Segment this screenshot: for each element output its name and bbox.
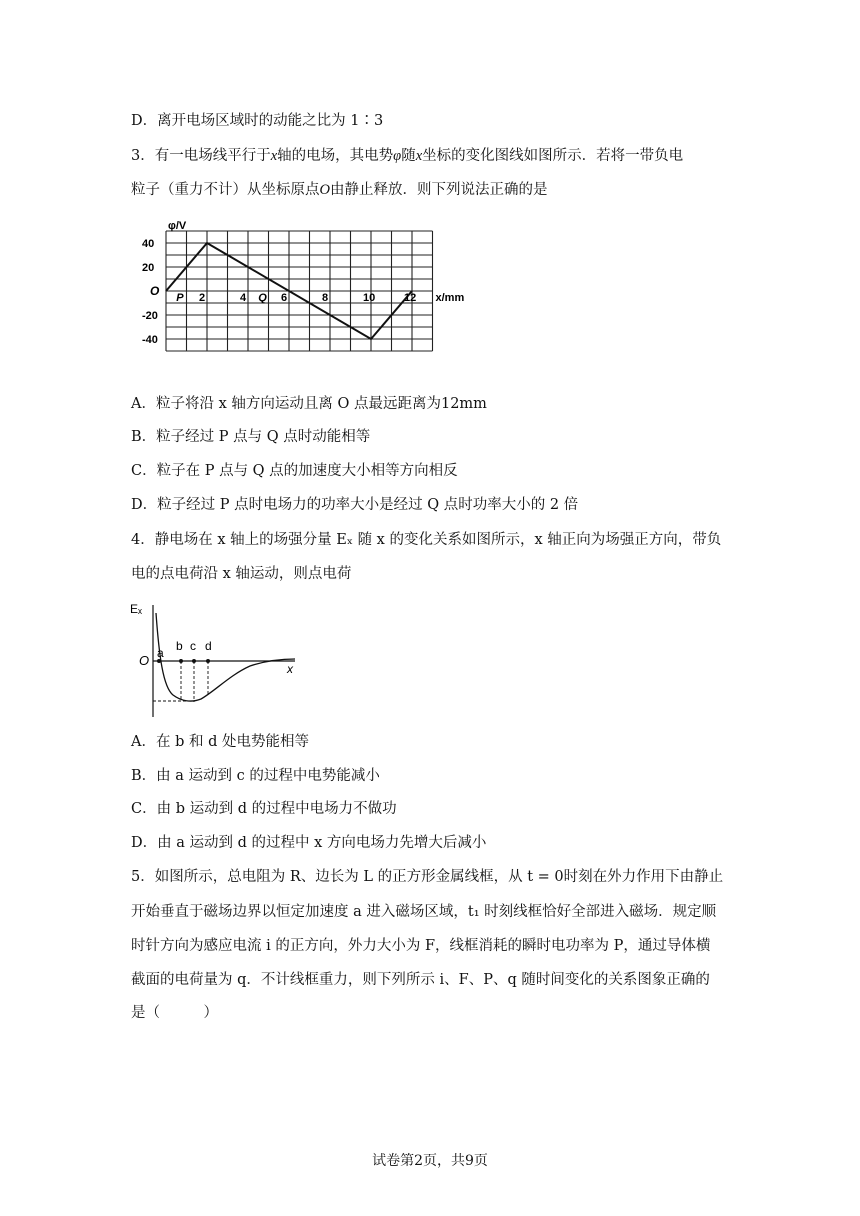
q5-line5: 是（ ） — [131, 1005, 218, 1021]
ex-x-label: x — [287, 662, 293, 676]
q4-option-a: A．在 b 和 d 处电势能相等 — [131, 734, 309, 750]
x-tick-label: 4 — [240, 292, 247, 304]
point-d — [206, 659, 210, 663]
q5-line1: 5．如图所示，总电阻为 R、边长为 L 的正方形金属线框，从 t = 0时刻在外力作用下由静止 — [131, 869, 724, 885]
graph-grid — [166, 231, 433, 351]
q4-option-c: C．由 b 运动到 d 的过程中电场力不做功 — [131, 801, 397, 817]
y-tick-label: 40 — [142, 238, 155, 250]
ex-y-label: Eₓ — [130, 602, 142, 616]
ex-x-graph — [125, 595, 305, 720]
q4-stem-line2: 电的点电荷沿 x 轴运动，则点电荷 — [131, 566, 352, 582]
label-a: a — [157, 646, 164, 660]
q3-option-c: C．粒子在 P 点与 Q 点的加速度大小相等方向相反 — [131, 463, 458, 479]
q4-option-d: D．由 a 运动到 d 的过程中 x 方向电场力先增大后减小 — [131, 835, 487, 851]
q3-option-b: B．粒子经过 P 点与 Q 点时动能相等 — [131, 429, 371, 445]
y-tick-label: -40 — [142, 334, 158, 346]
label-d: d — [205, 639, 212, 653]
page-footer: 试卷第2页，共9页 — [372, 1153, 488, 1169]
q5-line4: 截面的电荷量为 q．不计线框重力，则下列所示 i、F、P、q 随时间变化的关系图象正确的 — [131, 972, 710, 988]
q3-stem-line2: 粒子（重力不计）从坐标原点O由静止释放．则下列说法正确的是 — [131, 182, 548, 198]
q2-option-d: D．离开电场区域时的动能之比为 1∶3 — [131, 113, 384, 129]
q5-line2: 开始垂直于磁场边界以恒定加速度 a 进入磁场区域，t₁ 时刻线框恰好全部进入磁场．规定顺 — [131, 904, 717, 920]
label-c: c — [190, 639, 196, 653]
q4-stem-line1: 4．静电场在 x 轴上的场强分量 Eₓ 随 x 的变化关系如图所示，x 轴正向为场强正方向，带负 — [131, 532, 722, 548]
phi-x-graph — [140, 218, 465, 368]
q5-line3: 时针方向为感应电流 i 的正方向，外力大小为 F，线框消耗的瞬时电功率为 P，通过导体横 — [131, 938, 711, 954]
origin-label: O — [150, 284, 160, 298]
label-b: b — [176, 639, 183, 653]
y-axis-label: φ/V — [168, 220, 187, 232]
x-tick-label: 12 — [404, 292, 417, 304]
q4-option-b: B．由 a 运动到 c 的过程中电势能减小 — [131, 768, 380, 784]
x-tick-label: 8 — [322, 292, 329, 304]
x-axis-label: x/mm — [435, 292, 465, 304]
ex-curve — [156, 613, 295, 701]
x-tick-label: 10 — [363, 292, 376, 304]
ex-origin-label: O — [139, 653, 150, 668]
q3-option-d: D．粒子经过 P 点时电场力的功率大小是经过 Q 点时功率大小的 2 倍 — [131, 497, 579, 513]
point-p-label: P — [176, 292, 184, 304]
x-tick-label: 2 — [199, 292, 206, 304]
point-b — [179, 659, 183, 663]
q3-stem-line1: 3．有一电场线平行于x轴的电场，其电势φ随x坐标的变化图线如图所示．若将一带负电 — [131, 148, 684, 164]
point-q-label: Q — [258, 292, 267, 304]
x-tick-label: 6 — [281, 292, 288, 304]
y-tick-label: -20 — [142, 310, 158, 322]
q3-option-a: A．粒子将沿 x 轴方向运动且离 O 点最远距离为12mm — [131, 396, 487, 412]
y-tick-label: 20 — [142, 262, 155, 274]
point-c — [192, 659, 196, 663]
